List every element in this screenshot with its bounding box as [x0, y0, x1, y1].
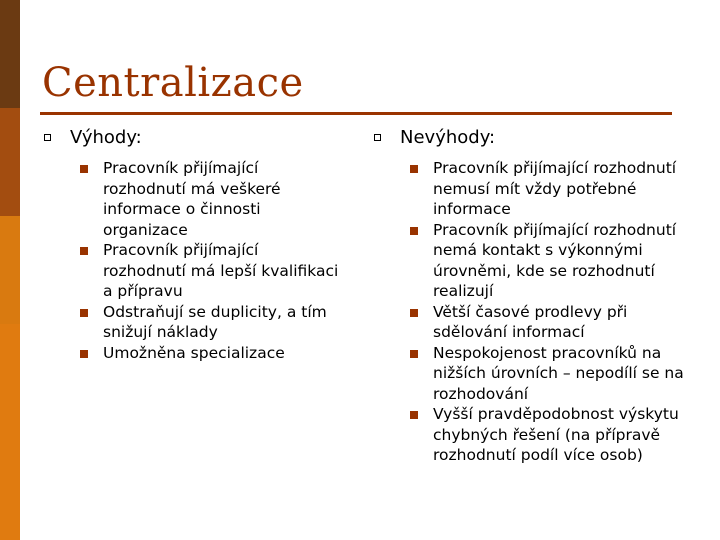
list-item-text: Vyšší pravděpodobnost výskytu chybných řešení (na přípravě rozhodnutí podíl více osob)	[433, 405, 679, 464]
advantages-heading-row	[40, 124, 340, 152]
disadvantages-heading: Nevýhody:	[400, 127, 496, 148]
advantages-heading: Výhody:	[70, 127, 142, 148]
list-item	[402, 302, 685, 343]
list-item	[72, 302, 340, 343]
list-item-text: Nespokojenost pracovníků na nižších úrovních – nepodílí se na rozhodování	[433, 343, 684, 403]
square-bullet-icon	[80, 309, 88, 317]
hollow-square-bullet-icon	[374, 134, 381, 141]
decorative-band	[0, 216, 20, 324]
decorative-band	[0, 108, 20, 216]
square-bullet-icon	[410, 411, 418, 419]
title-underline	[40, 112, 672, 115]
list-item-text: Pracovník přijímající rozhodnutí má veškeré informace o činnosti organizace	[103, 159, 281, 239]
list-item-text: Umožněna specializace	[103, 343, 285, 362]
square-bullet-icon	[410, 227, 418, 235]
decorative-band	[0, 0, 20, 108]
disadvantages-column	[370, 124, 685, 466]
advantages-list	[40, 158, 340, 363]
square-bullet-icon	[410, 309, 418, 317]
hollow-square-bullet-icon	[44, 134, 51, 141]
advantages-column	[40, 124, 340, 363]
list-item-text: Větší časové prodlevy při sdělování informací	[433, 302, 628, 341]
list-item	[402, 158, 685, 220]
list-item	[402, 404, 685, 466]
list-item	[72, 158, 340, 240]
list-item-text: Odstraňují se duplicity, a tím snižují náklady	[103, 302, 327, 341]
square-bullet-icon	[410, 350, 418, 358]
disadvantages-list	[370, 158, 685, 466]
list-item	[402, 343, 685, 405]
slide-title: Centralizace	[42, 60, 304, 106]
disadvantages-heading-row	[370, 124, 685, 152]
decorative-band	[0, 324, 20, 540]
square-bullet-icon	[80, 350, 88, 358]
list-item	[72, 240, 340, 302]
list-item-text: Pracovník přijímající rozhodnutí nemá kontakt s výkonnými úrovněmi, kde se rozhodnutí realizují	[433, 220, 677, 300]
list-item-text: Pracovník přijímající rozhodnutí nemusí mít vždy potřebné informace	[433, 159, 677, 218]
list-item	[402, 220, 685, 302]
list-item	[72, 343, 340, 364]
square-bullet-icon	[410, 165, 418, 173]
square-bullet-icon	[80, 247, 88, 255]
square-bullet-icon	[80, 165, 88, 173]
list-item-text: Pracovník přijímající rozhodnutí má lepší kvalifikaci a přípravu	[103, 241, 339, 300]
